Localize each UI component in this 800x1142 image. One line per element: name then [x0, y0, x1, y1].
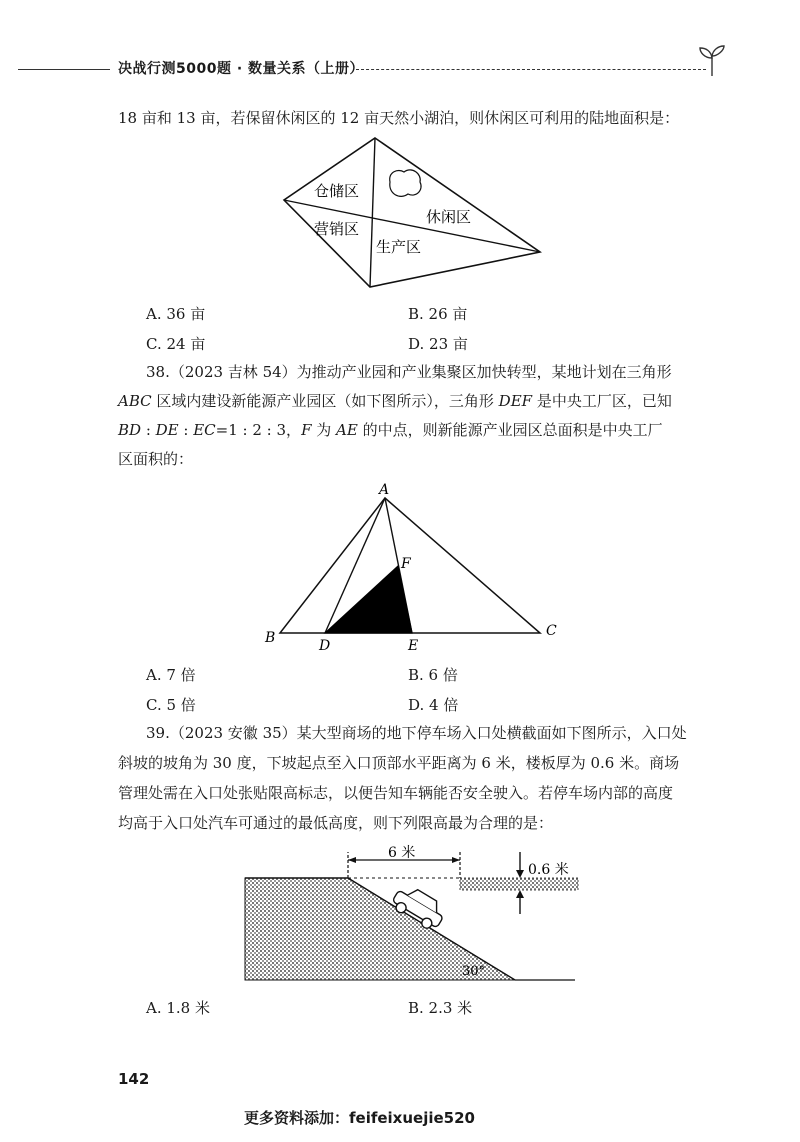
point-a-label: A [379, 482, 390, 498]
q38-option-b: B. 6 倍 [408, 666, 458, 684]
q38-ae: AE [336, 421, 358, 439]
q38-ec: EC [193, 421, 216, 439]
header-rule-left [18, 69, 110, 70]
lake-shape [390, 170, 421, 196]
q38-de: DE [155, 421, 179, 439]
q39-line-3: 管理处需在入口处张贴限高标志，以便告知车辆能否安全驶入。若停车场内部的高度 [118, 784, 674, 802]
q38-line-2-tail: 是中央工厂区，已知 [532, 392, 672, 410]
dim-6m-label: 6 米 [388, 845, 416, 861]
footer-contact-note: 更多资料添加：feifeixuejie520 [244, 1109, 475, 1127]
running-header [18, 56, 718, 86]
q38-line-3-tail: 的中点，则新能源产业园区总面积是中央工厂 [357, 421, 663, 439]
q38-f: F [301, 421, 312, 439]
q38-line-3 [118, 416, 663, 444]
q37-option-b: B. 26 亩 [408, 305, 468, 323]
shaded-triangle-def [325, 566, 412, 633]
q38-colon-1: : [141, 421, 156, 439]
q38-option-a: A. 7 倍 [146, 666, 196, 684]
point-e-label: E [408, 638, 419, 653]
q37-stem-tail: 18 亩和 13 亩，若保留休闲区的 12 亩天然小湖泊，则休闲区可利用的陆地面积是： [118, 109, 680, 127]
q39-line-4: 均高于入口处汽车可通过的最低高度，则下列限高最为合理的是： [118, 814, 554, 832]
label-sales: 营销区 [314, 220, 360, 238]
header-rule-right [356, 69, 706, 70]
q37-option-c: C. 24 亩 [146, 335, 206, 353]
q38-line-2 [118, 387, 672, 415]
point-c-label: C [546, 623, 557, 639]
q39-option-a: A. 1.8 米 [146, 999, 210, 1017]
q38-ratio: =1 : 2 : 3， [215, 421, 302, 439]
label-production: 生产区 [376, 238, 422, 256]
point-d-label: D [319, 638, 331, 653]
q38-is: 为 [311, 421, 337, 439]
label-storage: 仓储区 [314, 182, 360, 200]
label-leisure: 休闲区 [426, 208, 472, 226]
q38-abc: ABC [118, 392, 152, 410]
q37-option-d: D. 23 亩 [408, 335, 468, 353]
q39-ramp-figure [240, 842, 590, 987]
q37-quadrilateral-figure [270, 130, 550, 295]
point-f-label: F [401, 556, 411, 572]
q38-line-1: 38.（2023 吉林 54）为推动产业园和产业集聚区加快转型，某地计划在三角形 [146, 363, 672, 381]
sprout-icon [694, 42, 730, 78]
q39-option-b: B. 2.3 米 [408, 999, 473, 1017]
q38-line-4: 区面积的： [118, 450, 194, 468]
page-number: 142 [118, 1070, 150, 1088]
q38-line-2-text: 区域内建设新能源产业园区（如下图所示），三角形 [151, 392, 499, 410]
dim-thick-label: 0.6 米 [528, 862, 569, 878]
point-b-label: B [265, 630, 276, 646]
q39-line-1: 39.（2023 安徽 35）某大型商场的地下停车场入口处横截面如下图所示，入口处 [146, 724, 687, 742]
q38-colon-2: : [178, 421, 194, 439]
q38-def: DEF [498, 392, 533, 410]
q38-bd: BD [118, 421, 142, 439]
header-title: 决战行测5000题 · 数量关系（上册） [118, 61, 365, 77]
floor-slab [460, 878, 578, 890]
q38-triangle-figure [255, 478, 575, 653]
angle-30-label: 30° [462, 964, 486, 979]
q39-line-2: 斜坡的坡角为 30 度，下坡起点至入口顶部水平距离为 6 米，楼板厚为 0.6 米。商场 [118, 754, 680, 772]
q38-option-c: C. 5 倍 [146, 696, 196, 714]
q37-option-a: A. 36 亩 [146, 305, 206, 323]
q38-option-d: D. 4 倍 [408, 696, 459, 714]
